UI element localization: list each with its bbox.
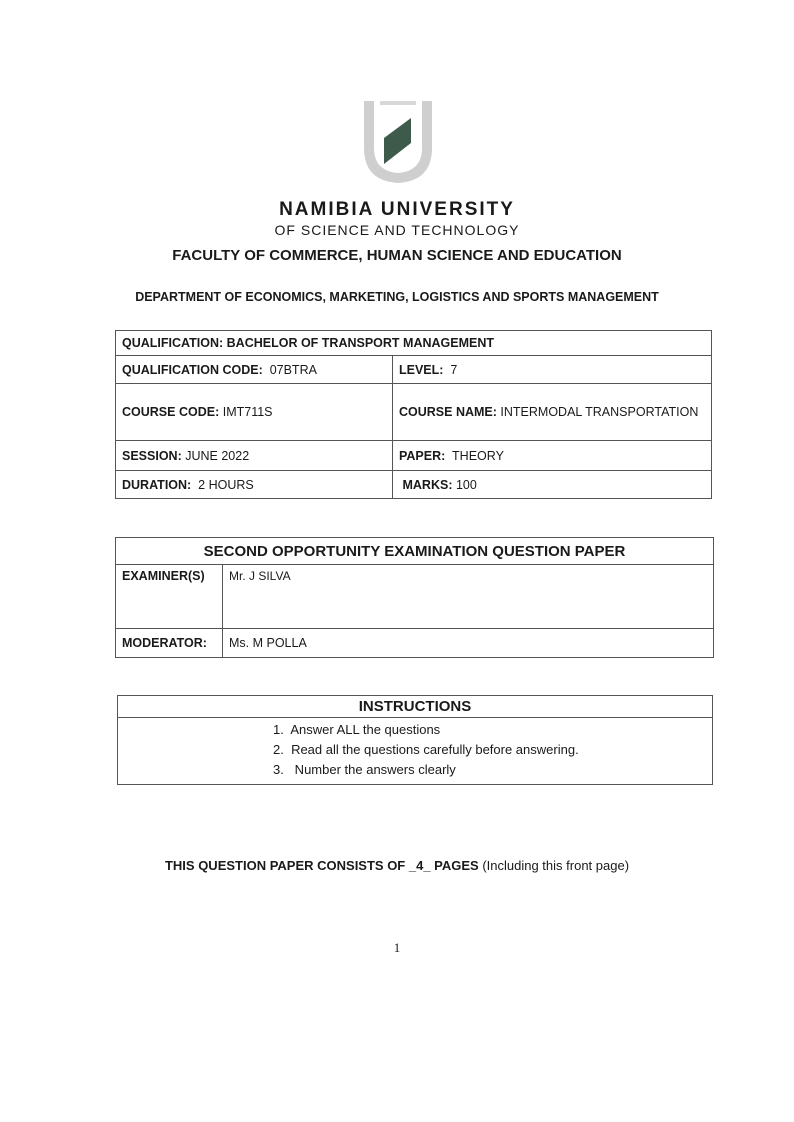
- session-cell: SESSION: JUNE 2022: [116, 441, 393, 471]
- qualification-cell: QUALIFICATION: BACHELOR OF TRANSPORT MANAGEMENT: [116, 331, 712, 356]
- examiner-label: EXAMINER(S): [116, 565, 223, 629]
- qualification-code-cell: QUALIFICATION CODE: 07BTRA: [116, 356, 393, 384]
- instruction-item: 3. Number the answers clearly: [273, 762, 456, 777]
- moderator-label: MODERATOR:: [116, 629, 223, 658]
- level-cell: LEVEL: 7: [393, 356, 712, 384]
- faculty-name: FACULTY OF COMMERCE, HUMAN SCIENCE AND EDUCATION: [172, 247, 622, 264]
- paper-cell: PAPER: THEORY: [393, 441, 712, 471]
- moderator-name: Ms. M POLLA: [223, 629, 714, 658]
- university-name: NAMIBIA UNIVERSITY: [279, 199, 515, 220]
- course-code-cell: COURSE CODE: IMT711S: [116, 384, 393, 441]
- instructions-title: INSTRUCTIONS: [118, 696, 713, 718]
- instruction-item: 2. Read all the questions carefully before answering.: [273, 742, 579, 757]
- university-subtitle: OF SCIENCE AND TECHNOLOGY: [274, 222, 520, 238]
- page-number: 1: [393, 940, 401, 955]
- university-logo: [358, 93, 438, 188]
- course-details-table: [115, 330, 712, 499]
- instructions-table: [117, 695, 713, 785]
- marks-cell: MARKS: 100: [393, 471, 712, 499]
- exam-title: SECOND OPPORTUNITY EXAMINATION QUESTION PAPER: [116, 538, 714, 565]
- department-name: DEPARTMENT OF ECONOMICS, MARKETING, LOGISTICS AND SPORTS MANAGEMENT: [135, 290, 659, 304]
- examiners-table: [115, 537, 714, 658]
- duration-cell: DURATION: 2 HOURS: [116, 471, 393, 499]
- instruction-item: 1. Answer ALL the questions: [273, 722, 441, 737]
- examiner-name: Mr. J SILVA: [223, 565, 714, 629]
- page-count-note: THIS QUESTION PAPER CONSISTS OF _4_ PAGES (Including this front page): [164, 858, 630, 873]
- course-name-cell: COURSE NAME: INTERMODAL TRANSPORTATION: [393, 384, 712, 441]
